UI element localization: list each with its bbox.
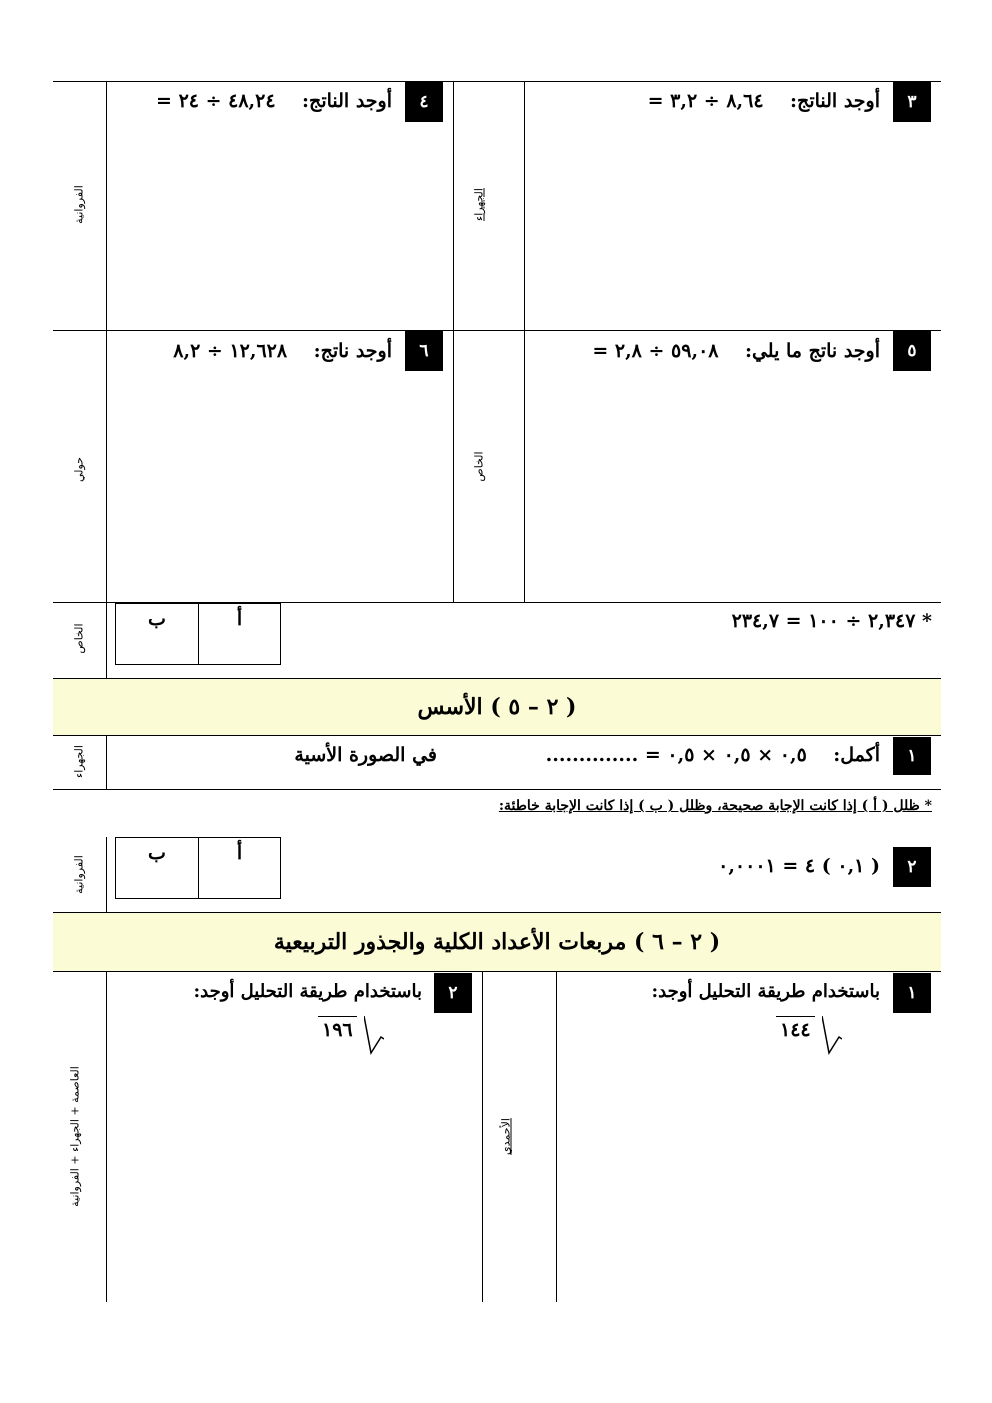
- side-label-row3-left: الخاص: [72, 623, 86, 654]
- question-5-label: أوجد ناتج ما يلي:: [744, 340, 880, 362]
- choice-a[interactable]: أ: [198, 604, 280, 664]
- square-root-196: [318, 1016, 357, 1041]
- mid-column-divider-left: [453, 81, 454, 602]
- question-3-expression: ٨,٦٤ ÷ ٣,٢ =: [647, 90, 764, 112]
- squares-left-divider: [106, 971, 107, 1302]
- question-5-expression: ٥٩,٠٨ ÷ ٢,٨ =: [592, 340, 719, 362]
- square-root-144: [776, 1016, 815, 1041]
- question-3-text: [648, 90, 880, 112]
- question-3-label: أوجد الناتج:: [790, 90, 880, 112]
- question-4-expression: ٤٨,٢٤ ÷ ٢٤ =: [156, 90, 276, 112]
- question-4-label: أوجد الناتج:: [302, 90, 392, 112]
- radicand-144: ١٤٤: [776, 1016, 815, 1041]
- choice-a-2[interactable]: أ: [198, 838, 280, 898]
- exponents-q1-bottom-rule: [53, 789, 941, 790]
- exponents-question-1-text: [546, 744, 880, 766]
- side-label-squares-mid: الأحمدي: [499, 1118, 513, 1155]
- squares-mid-divider-right: [556, 971, 557, 1302]
- radicand-196: ١٩٦: [318, 1016, 357, 1041]
- true-false-choices-2: [115, 837, 281, 899]
- exponents-question-2-expression: ( ٠,١ ) ٤ = ٠,٠٠٠١: [718, 855, 880, 877]
- choice-b[interactable]: ب: [148, 608, 166, 630]
- squares-question-2-label: باستخدام طريقة التحليل أوجد:: [193, 981, 422, 1002]
- top-rule: [53, 81, 941, 82]
- squares-question-1-number: ١: [893, 973, 931, 1013]
- left-column-divider: [106, 81, 107, 678]
- side-label-exponents-q2: الفروانية: [72, 855, 86, 894]
- side-label-squares-left: العاصمة + الجهراء + الفروانية: [68, 1066, 82, 1207]
- exponents-question-1-suffix: في الصورة الأسية: [294, 744, 437, 766]
- mid-column-divider-right: [524, 81, 525, 602]
- question-4-text: [156, 90, 392, 112]
- exponents-q2-divider: [106, 837, 107, 912]
- choice-b-2[interactable]: ب: [148, 842, 166, 864]
- radical-sign-icon: [822, 1015, 842, 1055]
- true-false-choices-1: [115, 603, 281, 665]
- radical-sign-icon: [364, 1015, 384, 1055]
- side-label-row2-left: حولي: [72, 457, 86, 483]
- question-3-number: ٣: [893, 82, 931, 122]
- exponents-question-1-expression: ٠,٥ × ٠,٥ × ٠,٥ = ..............: [545, 744, 807, 766]
- side-label-row1-left: الفروانية: [72, 185, 86, 224]
- row1-bottom-rule: [53, 330, 941, 331]
- exponents-question-1-label: أكمل:: [833, 744, 880, 766]
- side-label-row2-mid: الخاص: [472, 451, 486, 482]
- question-6-label: أوجد ناتج:: [313, 340, 392, 362]
- star-statement: * ٢,٣٤٧ ÷ ١٠٠ = ٢٣٤,٧: [731, 610, 932, 632]
- squares-question-2-number: ٢: [434, 973, 472, 1013]
- true-false-instructions: * ظلل ( أ ) إذا كانت الإجابة صحيحة، وظلل ( ب ) إذا كانت الإجابة خاطئة:: [498, 798, 932, 814]
- squares-mid-divider-left: [482, 971, 483, 1302]
- side-label-row1-mid: الجهراء: [472, 188, 486, 221]
- question-5-text: [592, 340, 880, 362]
- question-6-text: [173, 340, 392, 362]
- exponents-question-2-number: ٢: [893, 847, 931, 887]
- squares-question-1-label: باستخدام طريقة التحليل أوجد:: [651, 981, 880, 1002]
- section-squares-title: ( ٢ – ٦ ) مربعات الأعداد الكلية والجذور التربيعية: [53, 912, 941, 972]
- exponents-q1-divider: [106, 735, 107, 789]
- question-6-number: ٦: [405, 331, 443, 371]
- question-4-number: ٤: [405, 82, 443, 122]
- side-label-exponents-q1: الجهراء: [72, 745, 86, 778]
- question-5-number: ٥: [893, 331, 931, 371]
- section-exponents-title: ( ٢ – ٥ ) الأسس: [53, 678, 941, 736]
- exponents-question-1-number: ١: [893, 737, 931, 775]
- question-6-expression: ١٢,٦٢٨ ÷ ٨,٢: [173, 340, 288, 362]
